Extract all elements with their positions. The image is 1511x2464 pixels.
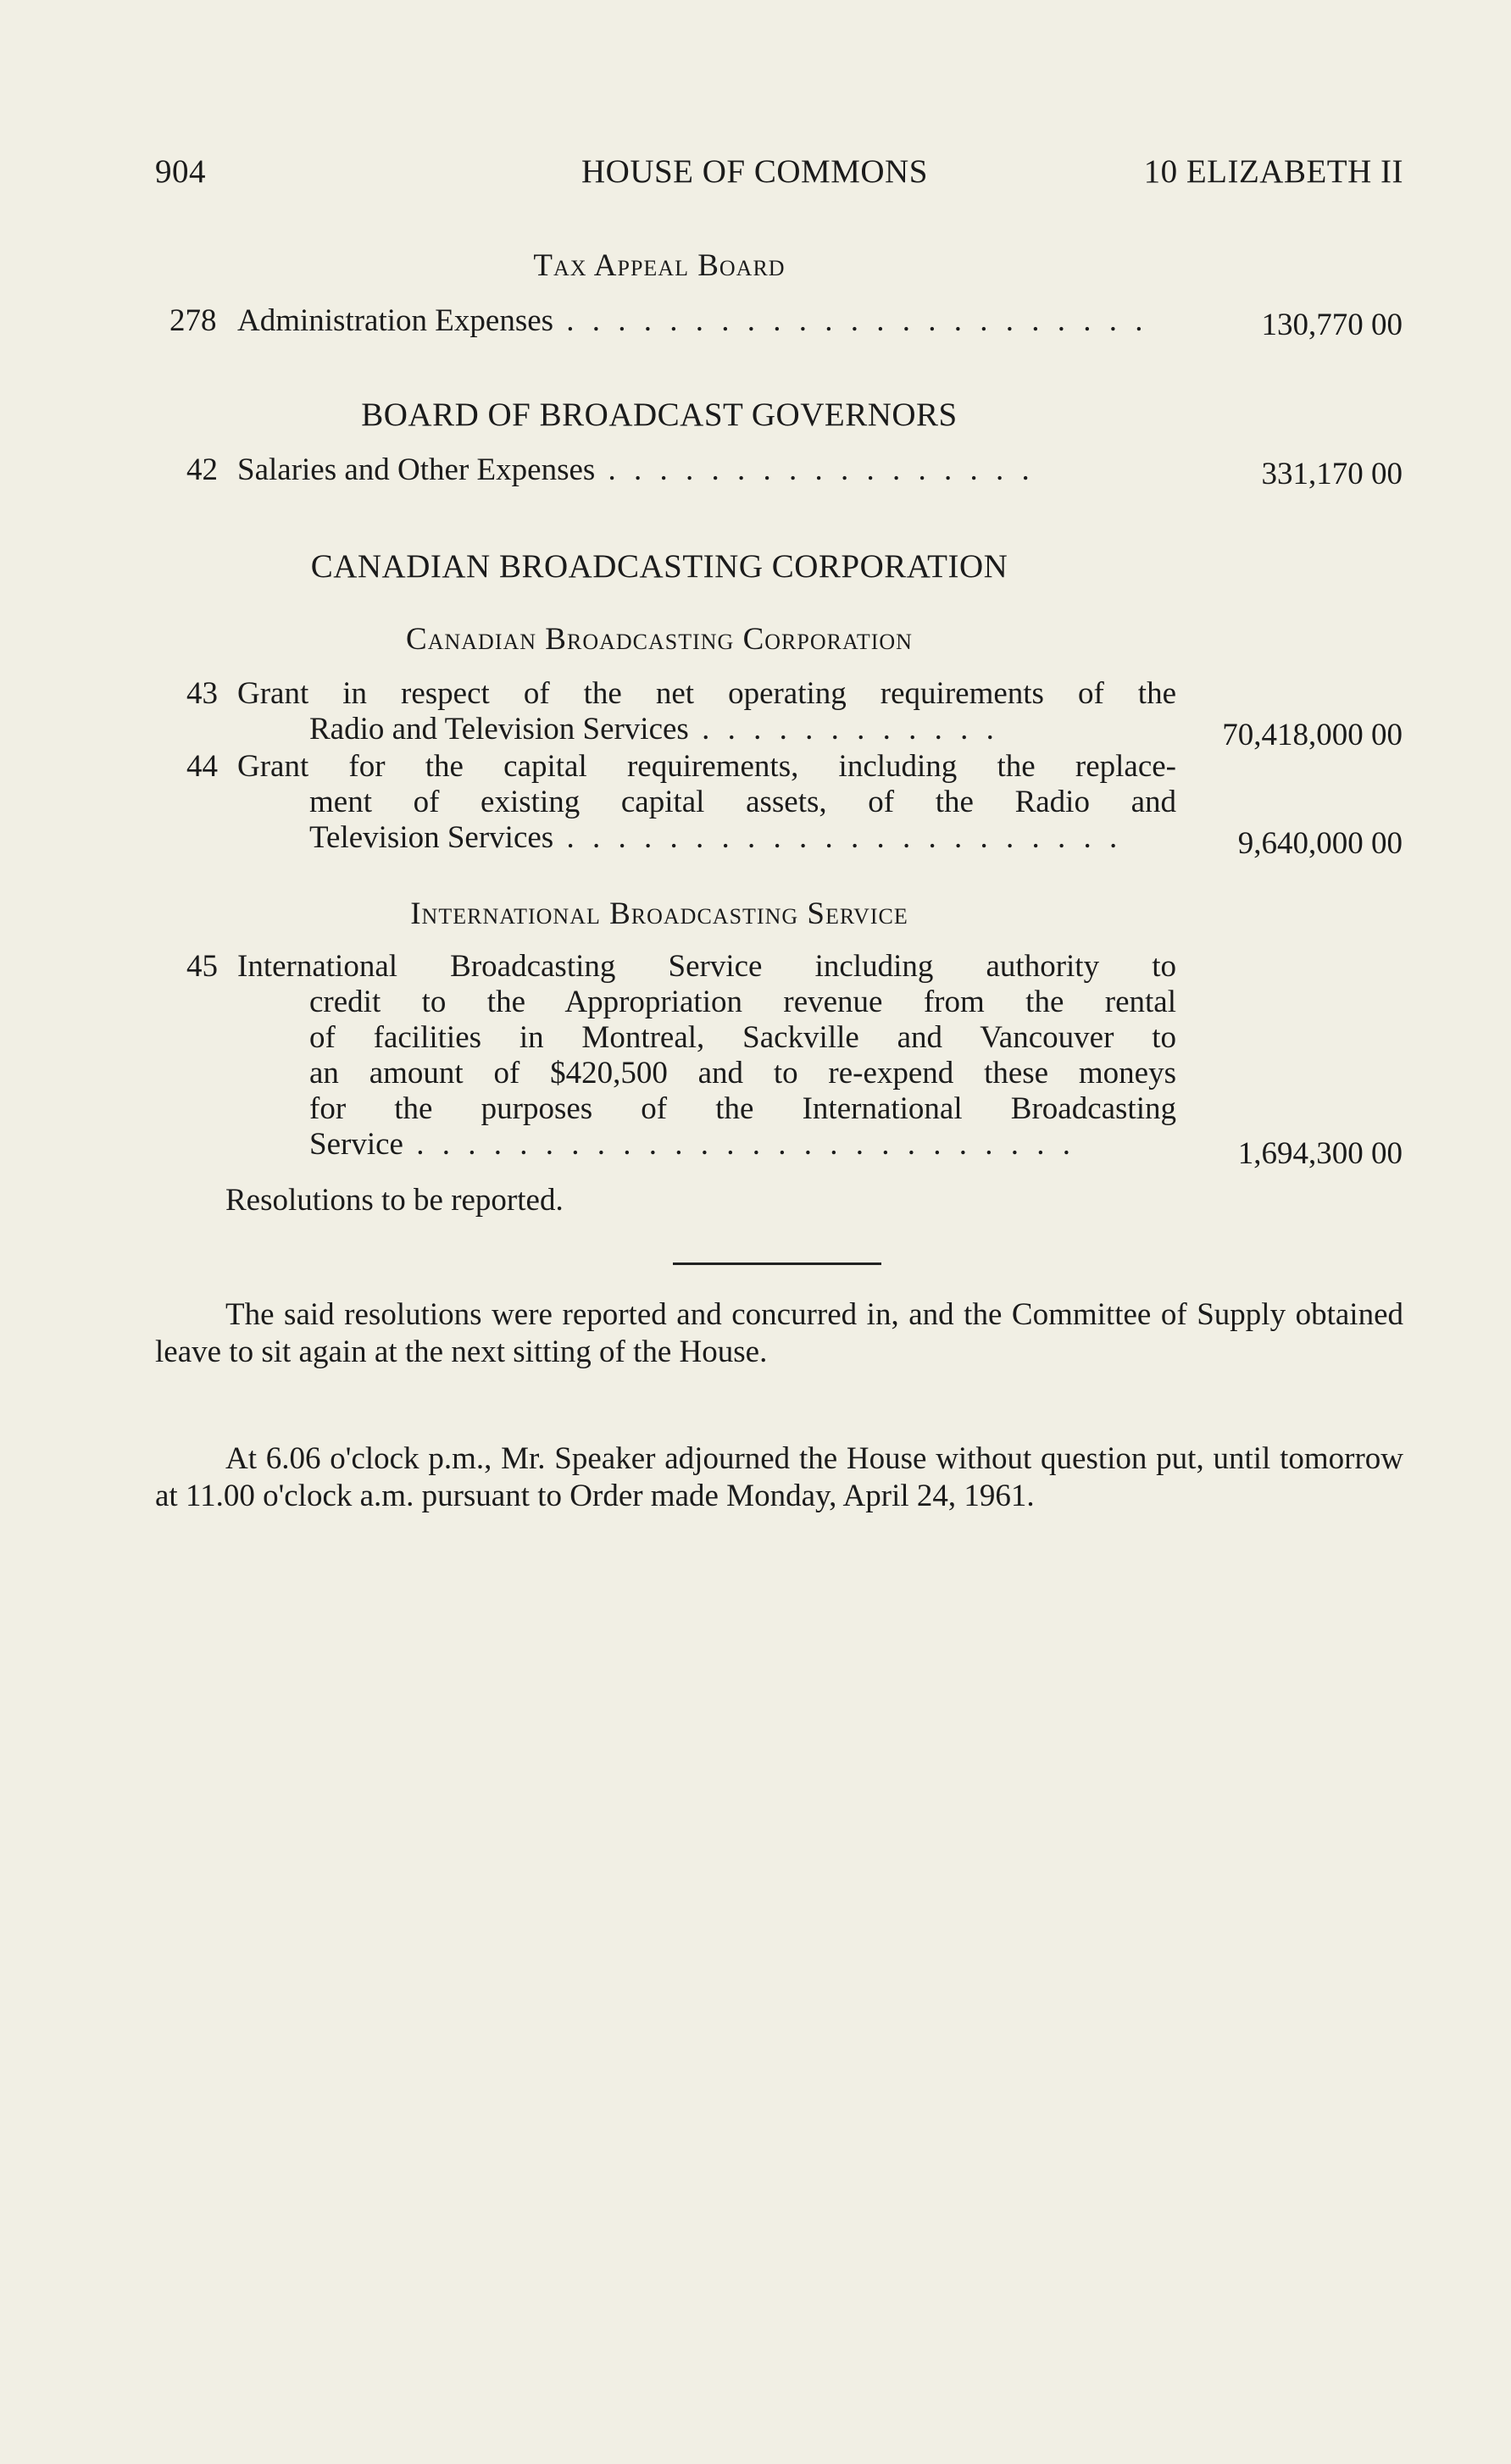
item-number: 44 [186, 749, 218, 784]
section-divider [673, 1263, 881, 1265]
paragraph-text: The said resolutions were reported and concurred in, and the Committee of Supply obtained leave to sit again at the next sitting of the House. [155, 1297, 1403, 1369]
page-number: 904 [155, 153, 206, 190]
item-description: Salaries and Other Expenses [237, 452, 596, 487]
page-title: HOUSE OF COMMONS [581, 153, 928, 190]
item-description-line: an amount of $420,500 and to re-expend these moneys [309, 1056, 1176, 1090]
dot-leader: . . . . . . . . . . . . . . . . . [595, 452, 1035, 487]
dot-leader: . . . . . . . . . . . . . . . . . . . . . . . . . . [403, 1127, 1075, 1162]
item-number: 45 [186, 949, 218, 984]
dot-leader: . . . . . . . . . . . . . . . . . . . . . . [553, 820, 1123, 855]
item-description-line: Radio and Television Services [309, 712, 689, 746]
item-description: Administration Expenses [237, 303, 554, 338]
item-amount: 9,640,000 00 [1237, 826, 1403, 861]
item-description-line: International Broadcasting Service including authority to [237, 949, 1176, 984]
dot-leader: . . . . . . . . . . . . [688, 712, 999, 746]
session-label: 10 ELIZABETH II [1143, 153, 1403, 190]
item-description-line: Television Services [309, 820, 554, 855]
subheading-cbc: Canadian Broadcasting Corporation [406, 622, 913, 657]
paragraph-text: At 6.06 o'clock p.m., Mr. Speaker adjourned the House without question put, until tomorrow at 11.00 o'clock a.m. pursuant to Order made Monday, April 24, 1961. [155, 1441, 1403, 1513]
section-heading-bbg: BOARD OF BROADCAST GOVERNORS [361, 397, 958, 433]
item-number: 42 [186, 452, 218, 487]
item-amount: 130,770 00 [1261, 308, 1403, 342]
item-description-line: of facilities in Montreal, Sackville and Vancouver to [309, 1020, 1176, 1055]
paragraph-adjourned [155, 1440, 1403, 1515]
item-amount: 1,694,300 00 [1237, 1136, 1403, 1171]
dot-leader: . . . . . . . . . . . . . . . . . . . . . . . [553, 303, 1148, 338]
item-description-line: ment of existing capital assets, of the Radio and [309, 785, 1176, 819]
paragraph-concurred [155, 1296, 1403, 1371]
item-description-line: for the purposes of the International Broadcasting [309, 1091, 1176, 1126]
item-number: 43 [186, 676, 218, 711]
item-amount: 70,418,000 00 [1222, 718, 1403, 752]
resolutions-line: Resolutions to be reported. [225, 1183, 564, 1218]
section-heading-tax-appeal-board: Tax Appeal Board [533, 248, 786, 283]
item-amount: 331,170 00 [1261, 457, 1403, 491]
subheading-ibs: International Broadcasting Service [410, 896, 908, 931]
section-heading-cbc: CANADIAN BROADCASTING CORPORATION [310, 548, 1008, 585]
item-description-line: Grant in respect of the net operating requirements of the [237, 676, 1176, 711]
item-description-line: credit to the Appropriation revenue from the rental [309, 985, 1176, 1019]
item-description-line: Grant for the capital requirements, including the replace- [237, 749, 1176, 784]
item-description-line: Service [309, 1127, 403, 1162]
item-number: 278 [169, 303, 217, 338]
